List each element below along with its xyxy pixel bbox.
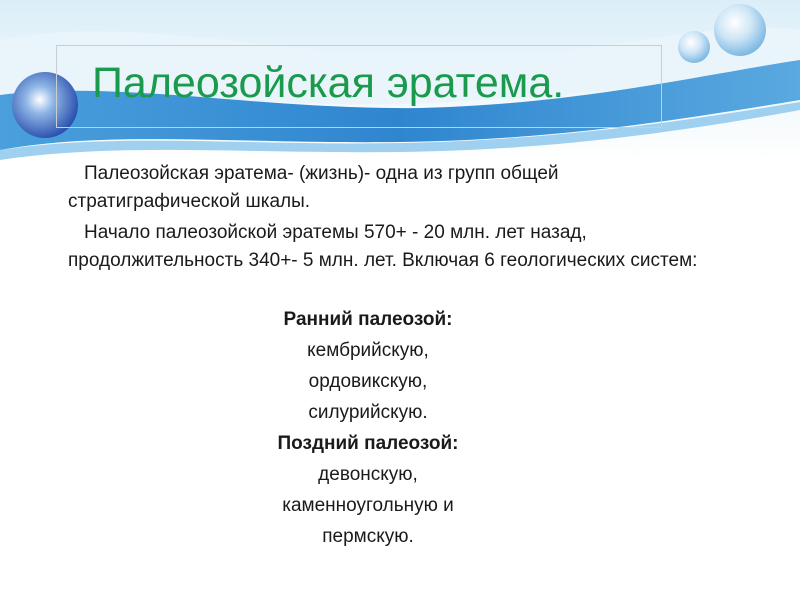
late-paleozoic-heading: Поздний палеозой:	[277, 433, 459, 454]
slide-title: Палеозойская эратема.	[92, 59, 565, 107]
system-item: силурийскую.	[308, 402, 428, 423]
paragraph-definition: Палеозойская эратема- (жизнь)- одна из групп общей стратиграфической шкалы.	[68, 163, 559, 212]
bubble-small	[678, 31, 710, 63]
system-item: ордовикскую,	[308, 371, 428, 392]
paragraph-duration: Начало палеозойской эратемы 570+ - 20 млн. лет назад, продолжительность 340+- 5 млн. лет. Включая 6 геологических систем:	[68, 222, 698, 271]
systems-list	[68, 304, 668, 552]
bubble-large	[714, 4, 766, 56]
system-item: кембрийскую,	[307, 340, 429, 361]
intro-text	[68, 160, 708, 278]
system-item: каменноугольную и	[282, 495, 454, 516]
system-item: пермскую.	[322, 526, 414, 547]
early-paleozoic-heading: Ранний палеозой:	[283, 309, 453, 330]
system-item: девонскую,	[318, 464, 418, 485]
